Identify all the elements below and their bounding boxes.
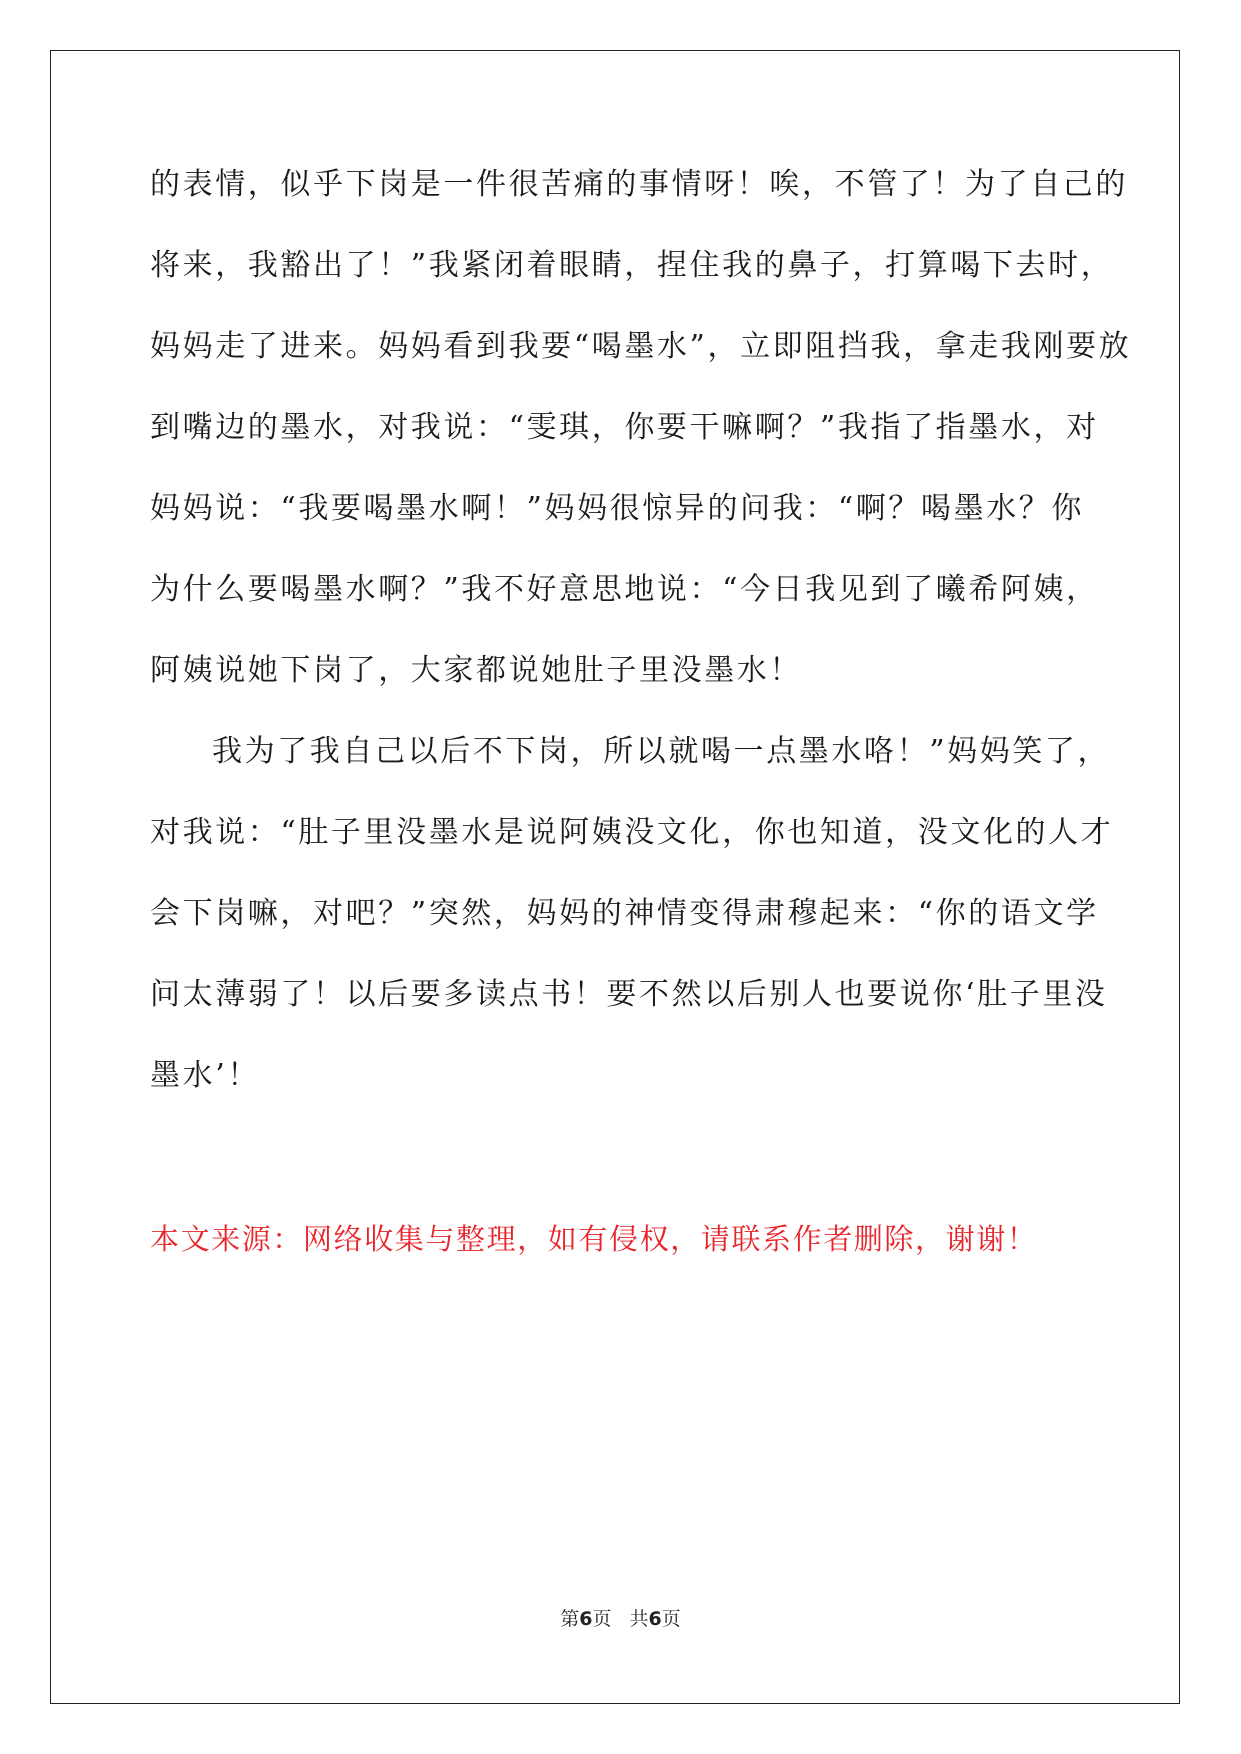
total-label-prefix: 共: [629, 1608, 649, 1630]
source-note: 本文来源：网络收集与整理，如有侵权，请联系作者删除，谢谢！: [150, 1222, 1038, 1256]
text-line: 妈妈说：“我要喝墨水啊！”妈妈很惊异的问我：“啊？喝墨水？你: [150, 491, 1085, 526]
text-line: 对我说：“肚子里没墨水是说阿姨没文化，你也知道，没文化的人才: [150, 815, 1114, 850]
page-label-prefix: 第: [560, 1608, 580, 1630]
page-current-number: 6: [579, 1608, 593, 1630]
total-label-suffix: 页: [661, 1608, 681, 1630]
text-line: 墨水’！: [150, 1058, 260, 1093]
text-line: 问太薄弱了！以后要多读点书！要不然以后别人也要说你‘肚子里没: [150, 977, 1108, 1012]
paragraph-first-line: 我为了我自己以后不下岗，所以就喝一点墨水咯！”妈妈笑了，: [212, 734, 1111, 769]
text-line: 阿姨说她下岗了，大家都说她肚子里没墨水！: [150, 653, 802, 688]
text-line: 妈妈走了进来。妈妈看到我要“喝墨水”，立即阻挡我，拿走我刚要放: [150, 329, 1132, 364]
text-line: 的表情，似乎下岗是一件很苦痛的事情呀！唉，不管了！为了自己的: [150, 167, 1128, 202]
page-label-suffix: 页: [592, 1608, 612, 1630]
page-footer: [0, 1604, 1241, 1634]
text-line: 到嘴边的墨水，对我说：“雯琪，你要干嘛啊？”我指了指墨水，对: [150, 410, 1099, 445]
document-body: [150, 160, 1132, 1132]
text-line: 为什么要喝墨水啊？”我不好意思地说：“今日我见到了曦希阿姨，: [150, 572, 1099, 607]
page-total-number: 6: [648, 1608, 662, 1630]
text-line: 将来，我豁出了！”我紧闭着眼睛，捏住我的鼻子，打算喝下去时，: [150, 248, 1114, 283]
text-line: 会下岗嘛，对吧？”突然，妈妈的神情变得肃穆起来：“你的语文学: [150, 896, 1099, 931]
